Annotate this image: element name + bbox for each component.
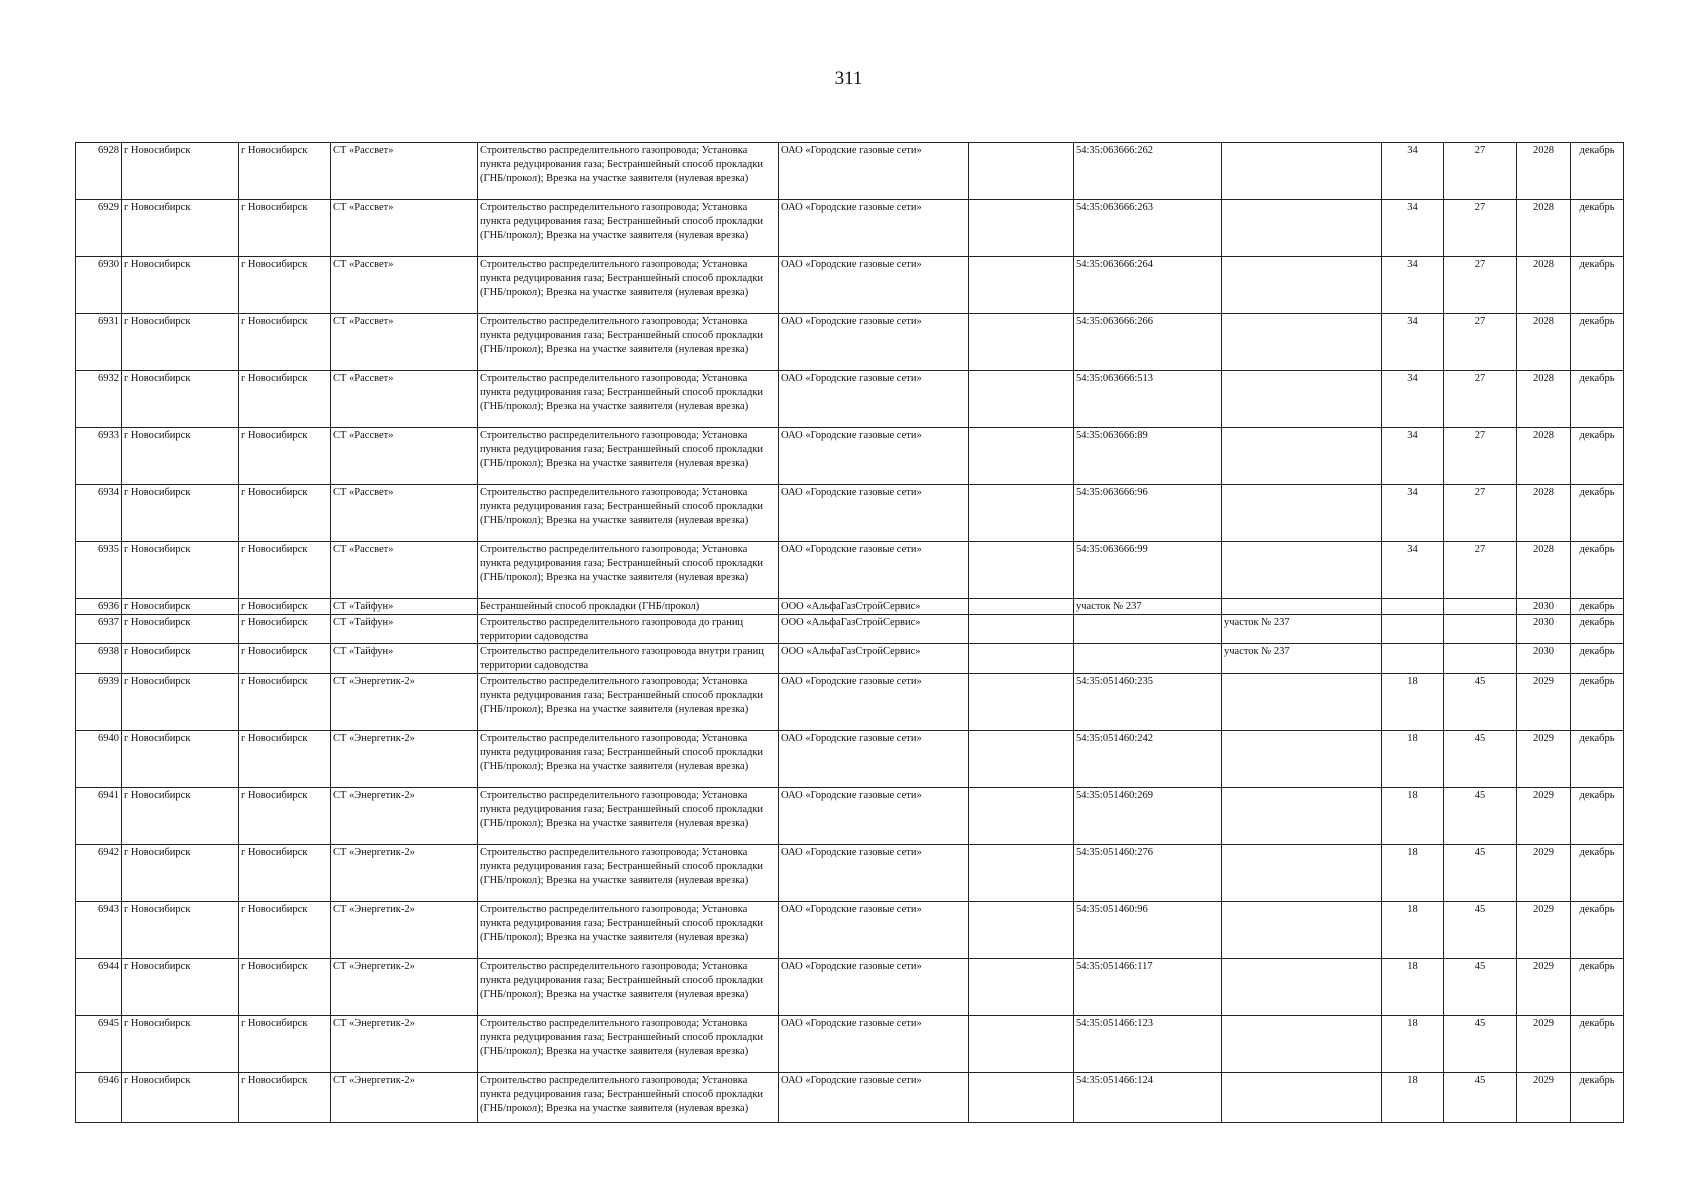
municipality-cell: г Новосибирск — [122, 428, 239, 485]
plot-number-cell — [1222, 143, 1382, 200]
plot-number-cell — [1222, 1015, 1382, 1072]
organization-cell: ОАО «Городские газовые сети» — [779, 371, 969, 428]
year-cell: 2029 — [1517, 673, 1571, 730]
column-10-cell: 34 — [1382, 542, 1444, 599]
municipality-cell: г Новосибирск — [122, 673, 239, 730]
table-row — [76, 371, 1624, 428]
column-11-cell: 27 — [1444, 314, 1517, 371]
column-7-cell — [969, 787, 1074, 844]
row-number-cell: 6942 — [76, 844, 122, 901]
year-cell: 2029 — [1517, 787, 1571, 844]
organization-cell: ОАО «Городские газовые сети» — [779, 200, 969, 257]
plot-number-cell — [1222, 1072, 1382, 1122]
plot-number-cell — [1222, 673, 1382, 730]
organization-cell: ОАО «Городские газовые сети» — [779, 958, 969, 1015]
work-description-cell: Строительство распределительного газопровода; Установка пункта редуцирования газа; Бестраншейный способ прокладки (ГНБ/прокол); Врезка на участке заявителя (нулевая врезка) — [478, 1015, 779, 1072]
settlement-cell: г Новосибирск — [239, 1072, 331, 1122]
work-description-cell: Строительство распределительного газопровода; Установка пункта редуцирования газа; Бестраншейный способ прокладки (ГНБ/прокол); Врезка на участке заявителя (нулевая врезка) — [478, 730, 779, 787]
society-name-cell: СТ «Тайфун» — [331, 614, 478, 644]
column-7-cell — [969, 614, 1074, 644]
row-number-cell: 6932 — [76, 371, 122, 428]
work-description-cell: Строительство распределительного газопровода; Установка пункта редуцирования газа; Бестраншейный способ прокладки (ГНБ/прокол); Врезка на участке заявителя (нулевая врезка) — [478, 485, 779, 542]
municipality-cell: г Новосибирск — [122, 257, 239, 314]
organization-cell: ОАО «Городские газовые сети» — [779, 673, 969, 730]
column-11-cell — [1444, 599, 1517, 615]
settlement-cell: г Новосибирск — [239, 371, 331, 428]
month-cell: декабрь — [1571, 844, 1624, 901]
municipality-cell: г Новосибирск — [122, 614, 239, 644]
cadastral-number-cell: 54:35:051466:123 — [1074, 1015, 1222, 1072]
column-10-cell: 34 — [1382, 257, 1444, 314]
row-number-cell: 6940 — [76, 730, 122, 787]
column-10-cell: 34 — [1382, 485, 1444, 542]
table-row — [76, 901, 1624, 958]
column-11-cell: 45 — [1444, 1015, 1517, 1072]
cadastral-number-cell: 54:35:051460:96 — [1074, 901, 1222, 958]
plot-number-cell — [1222, 428, 1382, 485]
table-row — [76, 257, 1624, 314]
table-row — [76, 958, 1624, 1015]
column-11-cell: 27 — [1444, 200, 1517, 257]
column-11-cell: 27 — [1444, 143, 1517, 200]
row-number-cell: 6935 — [76, 542, 122, 599]
organization-cell: ОАО «Городские газовые сети» — [779, 787, 969, 844]
row-number-cell: 6934 — [76, 485, 122, 542]
year-cell: 2028 — [1517, 428, 1571, 485]
settlement-cell: г Новосибирск — [239, 257, 331, 314]
cadastral-number-cell: 54:35:063666:264 — [1074, 257, 1222, 314]
plot-number-cell — [1222, 901, 1382, 958]
municipality-cell: г Новосибирск — [122, 314, 239, 371]
organization-cell: ОАО «Городские газовые сети» — [779, 1015, 969, 1072]
column-7-cell — [969, 485, 1074, 542]
work-description-cell: Строительство распределительного газопровода; Установка пункта редуцирования газа; Бестраншейный способ прокладки (ГНБ/прокол); Врезка на участке заявителя (нулевая врезка) — [478, 673, 779, 730]
year-cell: 2029 — [1517, 1015, 1571, 1072]
column-10-cell: 34 — [1382, 314, 1444, 371]
organization-cell: ОАО «Городские газовые сети» — [779, 314, 969, 371]
municipality-cell: г Новосибирск — [122, 542, 239, 599]
municipality-cell: г Новосибирск — [122, 958, 239, 1015]
cadastral-number-cell — [1074, 644, 1222, 674]
table-row — [76, 200, 1624, 257]
column-10-cell: 18 — [1382, 1072, 1444, 1122]
column-11-cell: 27 — [1444, 371, 1517, 428]
society-name-cell: СТ «Тайфун» — [331, 599, 478, 615]
work-description-cell: Строительство распределительного газопровода; Установка пункта редуцирования газа; Бестраншейный способ прокладки (ГНБ/прокол); Врезка на участке заявителя (нулевая врезка) — [478, 1072, 779, 1122]
society-name-cell: СТ «Рассвет» — [331, 428, 478, 485]
column-7-cell — [969, 844, 1074, 901]
column-10-cell: 34 — [1382, 371, 1444, 428]
society-name-cell: СТ «Рассвет» — [331, 200, 478, 257]
work-description-cell: Строительство распределительного газопровода; Установка пункта редуцирования газа; Бестраншейный способ прокладки (ГНБ/прокол); Врезка на участке заявителя (нулевая врезка) — [478, 200, 779, 257]
municipality-cell: г Новосибирск — [122, 787, 239, 844]
cadastral-number-cell — [1074, 614, 1222, 644]
organization-cell: ООО «АльфаГазСтройСервис» — [779, 599, 969, 615]
column-10-cell: 18 — [1382, 958, 1444, 1015]
column-11-cell: 45 — [1444, 673, 1517, 730]
column-7-cell — [969, 257, 1074, 314]
work-description-cell: Строительство распределительного газопровода до границ территории садоводства — [478, 614, 779, 644]
organization-cell: ООО «АльфаГазСтройСервис» — [779, 614, 969, 644]
society-name-cell: СТ «Энергетик-2» — [331, 958, 478, 1015]
work-description-cell: Бестраншейный способ прокладки (ГНБ/прокол) — [478, 599, 779, 615]
row-number-cell: 6938 — [76, 644, 122, 674]
organization-cell: ОАО «Городские газовые сети» — [779, 901, 969, 958]
column-10-cell: 34 — [1382, 143, 1444, 200]
society-name-cell: СТ «Энергетик-2» — [331, 1072, 478, 1122]
cadastral-number-cell: 54:35:051460:276 — [1074, 844, 1222, 901]
year-cell: 2028 — [1517, 314, 1571, 371]
table-row — [76, 614, 1624, 644]
municipality-cell: г Новосибирск — [122, 844, 239, 901]
month-cell: декабрь — [1571, 1015, 1624, 1072]
table-row — [76, 787, 1624, 844]
work-description-cell: Строительство распределительного газопровода; Установка пункта редуцирования газа; Бестраншейный способ прокладки (ГНБ/прокол); Врезка на участке заявителя (нулевая врезка) — [478, 844, 779, 901]
column-10-cell: 34 — [1382, 428, 1444, 485]
society-name-cell: СТ «Энергетик-2» — [331, 673, 478, 730]
plot-number-cell: участок № 237 — [1222, 644, 1382, 674]
plot-number-cell — [1222, 200, 1382, 257]
table-row — [76, 314, 1624, 371]
month-cell: декабрь — [1571, 314, 1624, 371]
month-cell: декабрь — [1571, 428, 1624, 485]
table-row — [76, 143, 1624, 200]
column-11-cell: 27 — [1444, 257, 1517, 314]
table-row — [76, 644, 1624, 674]
settlement-cell: г Новосибирск — [239, 614, 331, 644]
plot-number-cell — [1222, 958, 1382, 1015]
cadastral-number-cell: 54:35:063666:96 — [1074, 485, 1222, 542]
settlement-cell: г Новосибирск — [239, 599, 331, 615]
settlement-cell: г Новосибирск — [239, 200, 331, 257]
plot-number-cell: участок № 237 — [1222, 614, 1382, 644]
column-11-cell: 45 — [1444, 1072, 1517, 1122]
society-name-cell: СТ «Энергетик-2» — [331, 844, 478, 901]
work-description-cell: Строительство распределительного газопровода внутри границ территории садоводства — [478, 644, 779, 674]
row-number-cell: 6929 — [76, 200, 122, 257]
column-11-cell: 27 — [1444, 428, 1517, 485]
row-number-cell: 6939 — [76, 673, 122, 730]
settlement-cell: г Новосибирск — [239, 1015, 331, 1072]
plot-number-cell — [1222, 844, 1382, 901]
column-10-cell: 34 — [1382, 200, 1444, 257]
column-11-cell: 45 — [1444, 958, 1517, 1015]
municipality-cell: г Новосибирск — [122, 1072, 239, 1122]
plot-number-cell — [1222, 730, 1382, 787]
column-11-cell: 45 — [1444, 901, 1517, 958]
municipality-cell: г Новосибирск — [122, 644, 239, 674]
table-row — [76, 1015, 1624, 1072]
column-7-cell — [969, 599, 1074, 615]
settlement-cell: г Новосибирск — [239, 485, 331, 542]
column-7-cell — [969, 673, 1074, 730]
cadastral-number-cell: участок № 237 — [1074, 599, 1222, 615]
organization-cell: ОАО «Городские газовые сети» — [779, 844, 969, 901]
row-number-cell: 6937 — [76, 614, 122, 644]
settlement-cell: г Новосибирск — [239, 958, 331, 1015]
month-cell: декабрь — [1571, 958, 1624, 1015]
cadastral-number-cell: 54:35:063666:513 — [1074, 371, 1222, 428]
society-name-cell: СТ «Энергетик-2» — [331, 901, 478, 958]
column-11-cell — [1444, 644, 1517, 674]
column-7-cell — [969, 371, 1074, 428]
month-cell: декабрь — [1571, 644, 1624, 674]
organization-cell: ОАО «Городские газовые сети» — [779, 485, 969, 542]
year-cell: 2029 — [1517, 901, 1571, 958]
page-number: 311 — [834, 68, 863, 89]
municipality-cell: г Новосибирск — [122, 599, 239, 615]
plot-number-cell — [1222, 371, 1382, 428]
society-name-cell: СТ «Энергетик-2» — [331, 1015, 478, 1072]
row-number-cell: 6936 — [76, 599, 122, 615]
column-7-cell — [969, 730, 1074, 787]
row-number-cell: 6941 — [76, 787, 122, 844]
settlement-cell: г Новосибирск — [239, 314, 331, 371]
column-10-cell: 18 — [1382, 1015, 1444, 1072]
year-cell: 2028 — [1517, 257, 1571, 314]
column-7-cell — [969, 644, 1074, 674]
column-11-cell: 45 — [1444, 730, 1517, 787]
month-cell: декабрь — [1571, 143, 1624, 200]
row-number-cell: 6933 — [76, 428, 122, 485]
organization-cell: ОАО «Городские газовые сети» — [779, 428, 969, 485]
column-11-cell: 45 — [1444, 844, 1517, 901]
cadastral-number-cell: 54:35:063666:262 — [1074, 143, 1222, 200]
row-number-cell: 6928 — [76, 143, 122, 200]
cadastral-number-cell: 54:35:051460:235 — [1074, 673, 1222, 730]
work-description-cell: Строительство распределительного газопровода; Установка пункта редуцирования газа; Бестраншейный способ прокладки (ГНБ/прокол); Врезка на участке заявителя (нулевая врезка) — [478, 143, 779, 200]
year-cell: 2028 — [1517, 371, 1571, 428]
column-10-cell: 18 — [1382, 787, 1444, 844]
work-description-cell: Строительство распределительного газопровода; Установка пункта редуцирования газа; Бестраншейный способ прокладки (ГНБ/прокол); Врезка на участке заявителя (нулевая врезка) — [478, 901, 779, 958]
society-name-cell: СТ «Тайфун» — [331, 644, 478, 674]
year-cell: 2028 — [1517, 542, 1571, 599]
table-row — [76, 428, 1624, 485]
column-7-cell — [969, 1072, 1074, 1122]
table-row — [76, 599, 1624, 615]
table-row — [76, 844, 1624, 901]
plot-number-cell — [1222, 599, 1382, 615]
organization-cell: ОАО «Городские газовые сети» — [779, 542, 969, 599]
cadastral-number-cell: 54:35:051460:269 — [1074, 787, 1222, 844]
society-name-cell: СТ «Рассвет» — [331, 371, 478, 428]
municipality-cell: г Новосибирск — [122, 371, 239, 428]
year-cell: 2030 — [1517, 599, 1571, 615]
municipality-cell: г Новосибирск — [122, 730, 239, 787]
column-7-cell — [969, 901, 1074, 958]
plot-number-cell — [1222, 787, 1382, 844]
work-description-cell: Строительство распределительного газопровода; Установка пункта редуцирования газа; Бестраншейный способ прокладки (ГНБ/прокол); Врезка на участке заявителя (нулевая врезка) — [478, 958, 779, 1015]
month-cell: декабрь — [1571, 257, 1624, 314]
table-row — [76, 673, 1624, 730]
column-7-cell — [969, 314, 1074, 371]
column-11-cell: 27 — [1444, 542, 1517, 599]
column-10-cell: 18 — [1382, 901, 1444, 958]
cadastral-number-cell: 54:35:051466:124 — [1074, 1072, 1222, 1122]
row-number-cell: 6946 — [76, 1072, 122, 1122]
work-description-cell: Строительство распределительного газопровода; Установка пункта редуцирования газа; Бестраншейный способ прокладки (ГНБ/прокол); Врезка на участке заявителя (нулевая врезка) — [478, 428, 779, 485]
cadastral-number-cell: 54:35:051466:117 — [1074, 958, 1222, 1015]
society-name-cell: СТ «Энергетик-2» — [331, 787, 478, 844]
organization-cell: ОАО «Городские газовые сети» — [779, 1072, 969, 1122]
cadastral-number-cell: 54:35:063666:99 — [1074, 542, 1222, 599]
month-cell: декабрь — [1571, 673, 1624, 730]
organization-cell: ООО «АльфаГазСтройСервис» — [779, 644, 969, 674]
month-cell: декабрь — [1571, 599, 1624, 615]
table-row — [76, 485, 1624, 542]
row-number-cell: 6930 — [76, 257, 122, 314]
month-cell: декабрь — [1571, 730, 1624, 787]
year-cell: 2028 — [1517, 485, 1571, 542]
row-number-cell: 6943 — [76, 901, 122, 958]
month-cell: декабрь — [1571, 614, 1624, 644]
month-cell: декабрь — [1571, 542, 1624, 599]
municipality-cell: г Новосибирск — [122, 901, 239, 958]
settlement-cell: г Новосибирск — [239, 730, 331, 787]
cadastral-number-cell: 54:35:051460:242 — [1074, 730, 1222, 787]
work-description-cell: Строительство распределительного газопровода; Установка пункта редуцирования газа; Бестраншейный способ прокладки (ГНБ/прокол); Врезка на участке заявителя (нулевая врезка) — [478, 542, 779, 599]
municipality-cell: г Новосибирск — [122, 485, 239, 542]
year-cell: 2030 — [1517, 644, 1571, 674]
society-name-cell: СТ «Рассвет» — [331, 485, 478, 542]
year-cell: 2029 — [1517, 844, 1571, 901]
society-name-cell: СТ «Рассвет» — [331, 257, 478, 314]
column-7-cell — [969, 428, 1074, 485]
cadastral-number-cell: 54:35:063666:263 — [1074, 200, 1222, 257]
column-11-cell — [1444, 614, 1517, 644]
column-7-cell — [969, 958, 1074, 1015]
municipality-cell: г Новосибирск — [122, 1015, 239, 1072]
column-11-cell: 27 — [1444, 485, 1517, 542]
column-10-cell — [1382, 644, 1444, 674]
year-cell: 2028 — [1517, 143, 1571, 200]
column-10-cell — [1382, 599, 1444, 615]
settlement-cell: г Новосибирск — [239, 428, 331, 485]
plot-number-cell — [1222, 257, 1382, 314]
row-number-cell: 6945 — [76, 1015, 122, 1072]
year-cell: 2028 — [1517, 200, 1571, 257]
year-cell: 2030 — [1517, 614, 1571, 644]
table-row — [76, 542, 1624, 599]
month-cell: декабрь — [1571, 371, 1624, 428]
column-10-cell: 18 — [1382, 844, 1444, 901]
month-cell: декабрь — [1571, 200, 1624, 257]
month-cell: декабрь — [1571, 787, 1624, 844]
gas-connection-table — [75, 142, 1624, 1123]
settlement-cell: г Новосибирск — [239, 644, 331, 674]
cadastral-number-cell: 54:35:063666:89 — [1074, 428, 1222, 485]
column-10-cell — [1382, 614, 1444, 644]
work-description-cell: Строительство распределительного газопровода; Установка пункта редуцирования газа; Бестраншейный способ прокладки (ГНБ/прокол); Врезка на участке заявителя (нулевая врезка) — [478, 257, 779, 314]
settlement-cell: г Новосибирск — [239, 673, 331, 730]
table-row — [76, 730, 1624, 787]
organization-cell: ОАО «Городские газовые сети» — [779, 143, 969, 200]
work-description-cell: Строительство распределительного газопровода; Установка пункта редуцирования газа; Бестраншейный способ прокладки (ГНБ/прокол); Врезка на участке заявителя (нулевая врезка) — [478, 371, 779, 428]
column-7-cell — [969, 143, 1074, 200]
row-number-cell: 6931 — [76, 314, 122, 371]
month-cell: декабрь — [1571, 485, 1624, 542]
column-7-cell — [969, 200, 1074, 257]
month-cell: декабрь — [1571, 1072, 1624, 1122]
settlement-cell: г Новосибирск — [239, 542, 331, 599]
society-name-cell: СТ «Рассвет» — [331, 542, 478, 599]
work-description-cell: Строительство распределительного газопровода; Установка пункта редуцирования газа; Бестраншейный способ прокладки (ГНБ/прокол); Врезка на участке заявителя (нулевая врезка) — [478, 314, 779, 371]
settlement-cell: г Новосибирск — [239, 143, 331, 200]
plot-number-cell — [1222, 485, 1382, 542]
column-7-cell — [969, 542, 1074, 599]
society-name-cell: СТ «Рассвет» — [331, 314, 478, 371]
year-cell: 2029 — [1517, 730, 1571, 787]
year-cell: 2029 — [1517, 1072, 1571, 1122]
plot-number-cell — [1222, 314, 1382, 371]
column-10-cell: 18 — [1382, 730, 1444, 787]
month-cell: декабрь — [1571, 901, 1624, 958]
society-name-cell: СТ «Рассвет» — [331, 143, 478, 200]
year-cell: 2029 — [1517, 958, 1571, 1015]
work-description-cell: Строительство распределительного газопровода; Установка пункта редуцирования газа; Бестраншейный способ прокладки (ГНБ/прокол); Врезка на участке заявителя (нулевая врезка) — [478, 787, 779, 844]
society-name-cell: СТ «Энергетик-2» — [331, 730, 478, 787]
cadastral-number-cell: 54:35:063666:266 — [1074, 314, 1222, 371]
column-10-cell: 18 — [1382, 673, 1444, 730]
organization-cell: ОАО «Городские газовые сети» — [779, 730, 969, 787]
row-number-cell: 6944 — [76, 958, 122, 1015]
column-11-cell: 45 — [1444, 787, 1517, 844]
settlement-cell: г Новосибирск — [239, 901, 331, 958]
settlement-cell: г Новосибирск — [239, 787, 331, 844]
organization-cell: ОАО «Городские газовые сети» — [779, 257, 969, 314]
settlement-cell: г Новосибирск — [239, 844, 331, 901]
column-7-cell — [969, 1015, 1074, 1072]
municipality-cell: г Новосибирск — [122, 143, 239, 200]
table-row — [76, 1072, 1624, 1122]
municipality-cell: г Новосибирск — [122, 200, 239, 257]
plot-number-cell — [1222, 542, 1382, 599]
